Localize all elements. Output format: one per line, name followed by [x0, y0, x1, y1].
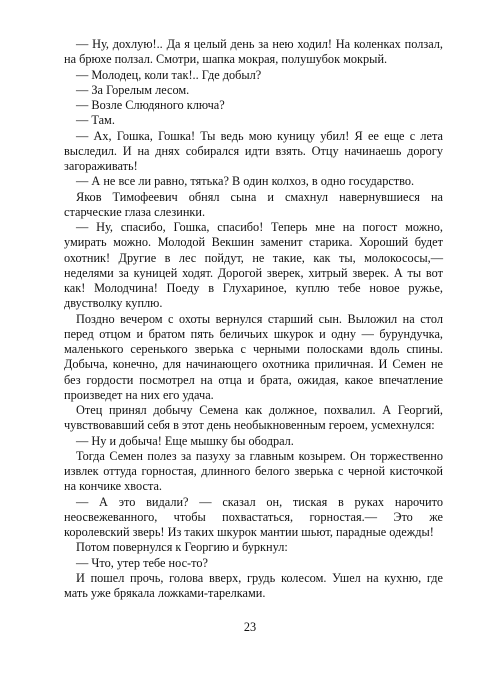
paragraph: — Там.	[76, 113, 115, 128]
paragraph: — А не все ли равно, тятька? В один колхоз, в одно государство.	[76, 174, 415, 189]
paragraph: — Что, утер тебе нос-то?	[76, 555, 208, 570]
page-number: 23	[243, 620, 257, 634]
paragraph: Потом повернулся к Георгию и буркнул:	[76, 540, 288, 555]
paragraph: — За Горелым лесом.	[76, 82, 190, 97]
paragraph: И пошел прочь, голова вверх, грудь колесом. Ушел на кухню, где мать уже брякала ложками-тарелками.	[64, 570, 443, 600]
paragraph: — Ну, дохлую!.. Да я целый день за нею ходил! На коленках ползал, на брюхе ползал. Смотри, шапка мокрая, полушубок мокрый.	[64, 37, 443, 67]
paragraph: — Ах, Гошка, Гошка! Ты ведь мою куницу убил! Я ее еще с лета выследил. И на днях собирался идти взять. Отцу начинаешь дорогу загораживать!	[64, 128, 443, 173]
paragraph: Тогда Семен полез за пазуху за главным козырем. Он торжественно извлек оттуда горностая, длинного белого зверька с черной кисточкой на кончике хвоста.	[64, 448, 443, 494]
page-text	[64, 37, 443, 601]
paragraph: — Ну и добыча! Еще мышку бы ободрал.	[76, 433, 294, 448]
paragraph: — А это видали? — сказал он, тиская в руках нарочито неосвежеванного, чтобы похвастаться, горностая.— Это же королевский зверь! Из таких шкурок мантии шьют, парадные одежды!	[64, 494, 443, 539]
paragraph: — Ну, спасибо, Гошка, спасибо! Теперь мне на погост можно, умирать можно. Молодой Векшин заменит старика. Хороший будет охотник! Другие в лес пойдут, не такие, как ты, молокососы,— неделями за куницей ходят. Дорогой зверек, хитрый зверек. А ты вот как! Молодчина! Поеду в Глухариное, куплю тебе новое ружье, двустволку куплю.	[64, 220, 443, 311]
paragraph: — Молодец, коли так!.. Где добыл?	[76, 67, 262, 82]
paragraph: — Возле Слюдяного ключа?	[76, 98, 225, 112]
paragraph: Яков Тимофеевич обнял сына и смахнул навернувшиеся на старческие глаза слезинки.	[64, 189, 443, 219]
paragraph: Поздно вечером с охоты вернулся старший сын. Выложил на стол перед отцом и братом пять беличьих шкурок и одну — бурундучка, маленького серенького зверька с черными полосками вдоль спины. Добыча, конечно, для начинающего охотника приличная. И Семен не без гордости посмотрел на отца и брата, ожидая, какое впечатление произведет на них его удача.	[64, 311, 443, 402]
paragraph: Отец принял добычу Семена как должное, похвалил. А Георгий, чувствовавший себя в этот день необыкновенным героем, усмехнулся:	[64, 403, 443, 433]
